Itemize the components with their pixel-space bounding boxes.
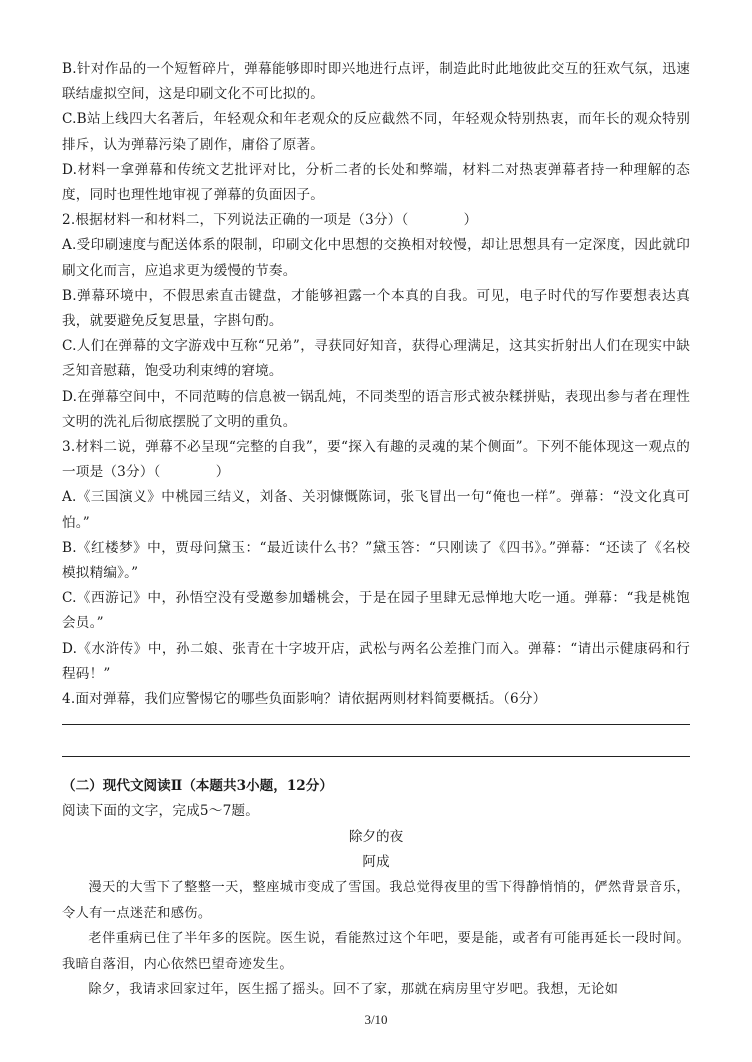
q2-option-b: B.弹幕环境中，不假思索直击键盘，才能够袒露一个本真的自我。可见，电子时代的写作要想表达真我，就要避免反复思量，字斟句酌。 xyxy=(62,287,690,330)
section-title: （二）现代文阅读Ⅱ（本题共3小题，12分） xyxy=(62,778,333,795)
q2-stem: 2.根据材料一和材料二，下列说法正确的一项是（3分）（ ） xyxy=(62,212,478,229)
q4-stem: 4.面对弹幕，我们应警惕它的哪些负面影响？请依据两则材料简要概括。（6分） xyxy=(62,691,547,708)
q3-option-a: A.《三国演义》中桃园三结义，刘备、关羽慷慨陈词，张飞冒出一句“俺也一样”。弹幕：“没文化真可怕。” xyxy=(62,489,690,531)
q2-option-c: C.人们在弹幕的文字游戏中互称“兄弟”，寻获同好知音，获得心理满足，这其实折射出人们在现实中缺乏知音慰藉，饱受功利束缚的窘境。 xyxy=(62,338,690,380)
exam-page-content xyxy=(62,57,690,1003)
q2-option-d: D.在弹幕空间中，不同范畴的信息被一锅乱炖，不同类型的语言形式被杂糅拼贴，表现出参与者在理性文明的洗礼后彻底摆脱了文明的重负。 xyxy=(62,388,690,430)
q3-option-c: C.《西游记》中，孙悟空没有受邀参加蟠桃会，于是在园子里肆无忌惮地大吃一通。弹幕：“我是桃饱会员。” xyxy=(62,590,690,632)
story-title: 除夕的夜 xyxy=(348,828,404,845)
q3-option-d: D.《水浒传》中，孙二娘、张青在十字坡开店，武松与两名公差推门而入。弹幕：“请出示健康码和行程码！” xyxy=(62,640,690,682)
q1-option-b: B.针对作品的一个短暂碎片，弹幕能够即时即兴地进行点评，制造此时此地彼此交互的狂欢气氛，迅速联结虚拟空间，这是印刷文化不可比拟的。 xyxy=(62,61,690,103)
story-paragraph: 除夕，我请求回家过年，医生摇了摇头。回不了家，那就在病房里守岁吧。我想，无论如 xyxy=(88,982,619,998)
page-number: 3/10 xyxy=(364,1012,388,1027)
q1-option-c: C.B站上线四大名著后，年轻观众和年老观众的反应截然不同，年轻观众特别热衷，而年长的观众特别排斥，认为弹幕污染了剧作，庸俗了原著。 xyxy=(62,111,690,153)
q2-option-a: A.受印刷速度与配送体系的限制，印刷文化中思想的交换相对较慢，却让思想具有一定深度，因此就印刷文化而言，应追求更为缓慢的节奏。 xyxy=(62,237,690,279)
answer-line xyxy=(62,756,690,757)
q3-stem: 3.材料二说，弹幕不必呈现“完整的自我”，要“探入有趣的灵魂的某个侧面”。下列不能体现这一观点的一项是（3分）（ ） xyxy=(62,439,690,481)
reading-instruction: 阅读下面的文字，完成5～7题。 xyxy=(62,803,260,820)
answer-line xyxy=(62,724,690,725)
story-author: 阿成 xyxy=(362,853,390,870)
story-paragraph: 漫天的大雪下了整整一天，整座城市变成了雪国。我总觉得夜里的雪下得静悄悄的，俨然背景音乐，令人有一点迷茫和感伤。 xyxy=(62,880,690,921)
q1-option-d: D.材料一拿弹幕和传统文艺批评对比，分析二者的长处和弊端，材料二对热衷弹幕者持一种理解的态度，同时也理性地审视了弹幕的负面因子。 xyxy=(62,161,690,204)
story-paragraph: 老伴重病已住了半年多的医院。医生说，看能熬过这个年吧，要是能，或者有可能再延长一段时间。我暗自落泪，内心依然巴望奇迹发生。 xyxy=(62,931,690,972)
q3-option-b: B.《红楼梦》中，贾母问黛玉：“最近读什么书？”黛玉答：“只刚读了《四书》。”弹幕：“还读了《名校模拟精编》。” xyxy=(62,539,690,582)
